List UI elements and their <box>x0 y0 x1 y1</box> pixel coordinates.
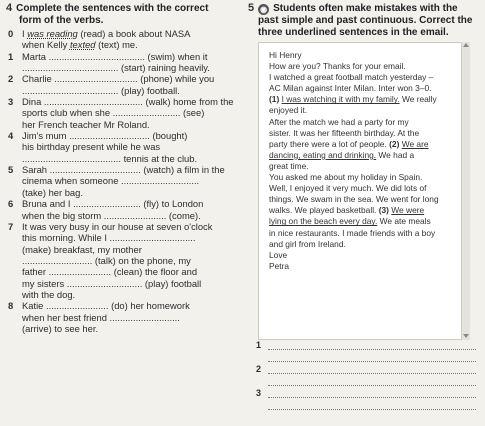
exercise-title-line2: past simple and past continuous. Correct the <box>258 15 473 26</box>
email-text: How are you? Thanks for your email. <box>269 61 406 72</box>
sentence-line <box>6 232 244 243</box>
sentence-text: ..................................... (start) raining heavily. <box>22 62 210 74</box>
sentence-text: my sisters ............................. (play) football <box>22 277 202 289</box>
sentence-marker: (1) <box>269 94 282 105</box>
sentence-marker: (3) <box>378 205 392 216</box>
sentence-line <box>6 266 244 277</box>
sentence-line <box>6 312 244 323</box>
exercise-title: Students often make mistakes with the <box>273 3 458 14</box>
sentence-line <box>6 210 244 221</box>
scrollbar[interactable] <box>461 42 470 340</box>
answer-rule[interactable] <box>268 373 476 374</box>
answer-rule[interactable] <box>268 409 476 410</box>
exercise-4-header <box>6 2 208 27</box>
email-box <box>258 42 470 340</box>
email-text: in nice restaurants. I made friends with a boy <box>269 227 436 238</box>
exercise-title-line3: three underlined sentences in the email. <box>258 27 449 38</box>
sentence-text: ..................................... (play) football. <box>22 84 180 96</box>
email-text: We had a <box>376 149 415 160</box>
email-text: You asked me about my holiday in Spain. <box>269 172 423 183</box>
email-line <box>269 105 463 116</box>
email-line <box>269 139 463 150</box>
exercise-title: Complete the sentences with the correct <box>16 3 209 14</box>
exercise-4-items <box>6 28 244 334</box>
sentence-line <box>6 28 244 39</box>
sentence-text: father ........................ (clean) the floor and <box>22 266 198 278</box>
underlined-sentence: lying on the beach every day. <box>269 216 378 227</box>
answer-number: 2 <box>256 364 262 374</box>
email-text: walks. We played basketball. <box>269 205 379 216</box>
answer-line[interactable] <box>254 352 476 364</box>
email-line <box>269 61 463 72</box>
sentence-line <box>6 62 244 73</box>
sentence-text: Sarah ................................... (watch) a film in the <box>22 164 225 176</box>
sentence-line <box>6 323 244 334</box>
email-text: We really <box>399 94 437 105</box>
email-text: and girl from Ireland. <box>269 238 346 249</box>
sentence-number: 0 <box>8 28 14 39</box>
email-text: enjoyed it. <box>269 105 308 116</box>
email-body <box>269 50 463 272</box>
sentence-number: 4 <box>8 130 14 142</box>
sentence-number: 7 <box>8 220 14 232</box>
email-line <box>269 216 463 227</box>
email-text: Well, I enjoyed it very much. We did lots of <box>269 183 427 194</box>
sentence-text: his birthday present while he was <box>22 141 161 153</box>
email-line <box>269 194 463 205</box>
sentence-line <box>6 300 244 311</box>
sentence-text: when her best friend ........................... <box>22 311 180 323</box>
email-line <box>269 83 463 94</box>
sentence-text: cinema when someone .............................. <box>22 175 200 187</box>
email-line <box>269 250 463 261</box>
sentence-line <box>6 96 244 107</box>
sentence-line <box>6 119 244 130</box>
sentence-line <box>6 153 244 164</box>
answer-rule[interactable] <box>268 397 476 398</box>
sentence-text: (take) her bag. <box>22 186 83 198</box>
email-line <box>269 228 463 239</box>
exercise-number: 5 <box>248 2 255 14</box>
sentence-line <box>6 278 244 289</box>
underlined-sentence: I was watching it with my family. <box>281 94 400 105</box>
sentence-number: 5 <box>8 164 14 176</box>
answer-line[interactable] <box>254 364 476 376</box>
answer-lines <box>254 340 476 412</box>
email-text: After the match we had a party for my <box>269 116 409 127</box>
sentence-text: when Kelly <box>22 39 70 51</box>
sentence-text-rest: (text) me. <box>95 39 138 51</box>
sentence-line <box>6 255 244 266</box>
sentence-line <box>6 107 244 118</box>
email-line <box>269 172 463 183</box>
email-text: AC Milan against Inter Milan. Inter won 3–0. <box>269 83 432 94</box>
sentence-text: sports club when she .......................... (see) <box>22 107 205 119</box>
sentence-line <box>6 130 244 141</box>
underlined-sentence: We were <box>391 205 425 216</box>
sentence-line <box>6 39 244 50</box>
exercise-number: 4 <box>6 2 13 14</box>
example-answer: was reading <box>27 28 78 39</box>
sentence-text: Dina ...................................... (walk) home from the <box>22 96 234 108</box>
answer-line[interactable] <box>254 400 476 412</box>
email-text: sister. It was her fifteenth birthday. At the <box>269 127 420 138</box>
sentence-text: It was very busy in our house at seven o'clock <box>22 220 213 232</box>
email-line <box>269 128 463 139</box>
sentence-line <box>6 175 244 186</box>
sentence-text: when the big storm ........................ (come). <box>22 209 201 221</box>
answer-number: 3 <box>256 388 262 398</box>
exercise-4 <box>4 0 244 426</box>
sentence-line <box>6 141 244 152</box>
sentence-text: Bruna and I .......................... (fly) to London <box>22 198 204 210</box>
sentence-text: Katie ........................ (do) her homework <box>22 300 190 312</box>
email-line <box>269 150 463 161</box>
sentence-line <box>6 289 244 300</box>
sentence-text: ........................... (talk) on the phone, my <box>22 254 191 266</box>
sentence-number: 1 <box>8 50 14 62</box>
example-answer: texted <box>69 39 96 51</box>
sentence-line <box>6 164 244 175</box>
answer-line[interactable] <box>254 340 476 352</box>
sentence-line <box>6 51 244 62</box>
exercise-5-header <box>248 2 472 39</box>
sentence-text: Marta ..................................... (swim) when it <box>22 50 208 62</box>
exercise-5 <box>246 0 482 426</box>
answer-number: 1 <box>256 340 262 350</box>
underlined-sentence: dancing, eating and drinking. <box>269 149 377 160</box>
cd-audio-icon[interactable]: ◉ <box>258 4 269 15</box>
sentence-text: Charlie ................................ (phone) while you <box>22 73 215 85</box>
underlined-sentence: We are <box>401 138 429 149</box>
answer-rule[interactable] <box>268 385 476 386</box>
sentence-text: (arrive) to see her. <box>22 322 99 334</box>
sentence-text: her French teacher Mr Roland. <box>22 118 150 130</box>
exercise-title-line2: form of the verbs. <box>19 15 104 26</box>
answer-line[interactable] <box>254 388 476 400</box>
email-text: party there were a lot of people. <box>269 138 390 149</box>
sentence-number: 8 <box>8 300 14 312</box>
answer-line[interactable] <box>254 376 476 388</box>
sentence-line <box>6 85 244 96</box>
email-text: Hi Henry <box>269 50 302 60</box>
scroll-down-icon[interactable] <box>463 334 469 338</box>
sentence-line <box>6 73 244 84</box>
email-line <box>269 117 463 128</box>
sentence-text-rest: (read) a book about NASA <box>77 28 191 39</box>
email-text: great time. <box>269 160 309 171</box>
answer-rule[interactable] <box>268 361 476 362</box>
sentence-marker: (2) <box>389 138 402 149</box>
email-text: Love <box>269 249 288 260</box>
answer-rule[interactable] <box>268 349 476 350</box>
sentence-line <box>6 187 244 198</box>
email-line <box>269 50 463 61</box>
email-text: We ate meals <box>377 216 431 227</box>
sentence-text: (make) breakfast, my mother <box>22 243 142 255</box>
email-line <box>269 261 463 272</box>
sentence-line <box>6 244 244 255</box>
email-text: things. We swam in the sea. We went for long <box>269 194 439 205</box>
sentence-line <box>6 198 244 209</box>
email-text: I watched a great football match yesterday – <box>269 72 434 83</box>
sentence-text: Jim's mum ............................... (bought) <box>22 130 188 142</box>
sentence-text: ...................................... tennis at the club. <box>22 152 198 164</box>
email-line <box>269 183 463 194</box>
email-line <box>269 161 463 172</box>
sentence-number: 2 <box>8 73 14 85</box>
email-line <box>269 72 463 83</box>
sentence-number: 3 <box>8 96 14 108</box>
scroll-up-icon[interactable] <box>463 43 469 47</box>
sentence-line <box>6 221 244 232</box>
sentence-text: with the dog. <box>22 288 76 300</box>
email-text: Petra <box>269 260 290 271</box>
email-line <box>269 239 463 250</box>
sentence-text: I <box>22 28 28 39</box>
email-line <box>269 94 463 105</box>
sentence-number: 6 <box>8 198 14 210</box>
email-line <box>269 205 463 216</box>
sentence-text: this morning. While I ................................. <box>22 232 196 244</box>
